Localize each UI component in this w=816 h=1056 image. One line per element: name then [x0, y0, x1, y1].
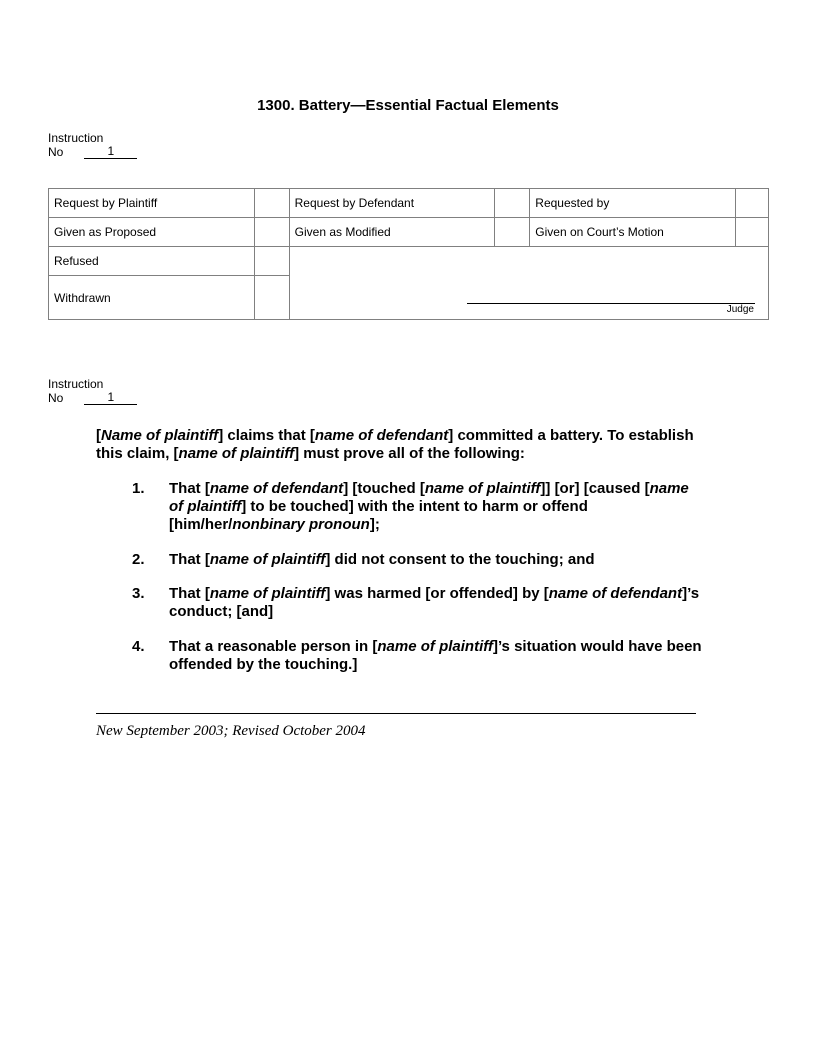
given-as-modified-label: Given as Modified — [289, 218, 495, 247]
request-by-plaintiff-box[interactable] — [254, 189, 289, 218]
request-by-plaintiff-label: Request by Plaintiff — [49, 189, 255, 218]
judge-signature-area — [289, 247, 768, 320]
divider — [96, 713, 696, 714]
request-table — [48, 188, 769, 320]
request-by-defendant-label: Request by Defendant — [289, 189, 495, 218]
item-number: 3. — [132, 585, 145, 602]
placeholder-text: name of plaintiff — [178, 445, 295, 462]
withdrawn-box[interactable] — [254, 276, 289, 320]
requested-by-box[interactable] — [736, 189, 769, 218]
element-item-4: 4. That a reasonable person in [name of plaintiff]’s situation would have been offended by the touching.] — [132, 638, 702, 673]
given-as-modified-box[interactable] — [495, 218, 530, 247]
no-label: No — [48, 145, 64, 159]
given-as-proposed-label: Given as Proposed — [49, 218, 255, 247]
refused-label: Refused — [49, 247, 255, 276]
withdrawn-label: Withdrawn — [49, 276, 255, 320]
instruction-number-block-body — [48, 377, 137, 405]
element-item-3: 3. That [name of plaintiff] was harmed [or offended] by [name of defendant]’s conduct; [and] — [132, 585, 700, 620]
revision-history: New September 2003; Revised October 2004 — [96, 723, 366, 739]
requested-by-label: Requested by — [530, 189, 736, 218]
refused-box[interactable] — [254, 247, 289, 276]
item-number: 1. — [132, 480, 145, 497]
no-label: No — [48, 391, 64, 405]
instruction-label: Instruction — [48, 377, 104, 391]
intro-paragraph: [Name of plaintiff] claims that [name of defendant] committed a battery. To establish this claim, [name of plaintiff] must prove all of the following: — [96, 427, 694, 462]
judge-label: Judge — [726, 304, 754, 315]
instruction-label: Instruction — [48, 131, 104, 145]
given-on-courts-motion-box[interactable] — [736, 218, 769, 247]
element-item-1: 1. That [name of defendant] [touched [name of plaintiff]] [or] [caused [name of plaintiff] to be touched] with the intent to harm or offend [him/her/nonbinary pronoun]; — [132, 480, 689, 533]
judge-signature-line[interactable] — [467, 303, 755, 304]
instruction-number: 1 — [84, 145, 137, 159]
element-item-2: 2. That [name of plaintiff] did not consent to the touching; and — [132, 551, 595, 568]
item-number: 4. — [132, 638, 145, 655]
placeholder-text: Name of plaintiff — [101, 427, 219, 444]
request-by-defendant-box[interactable] — [495, 189, 530, 218]
given-as-proposed-box[interactable] — [254, 218, 289, 247]
given-on-courts-motion-label: Given on Court’s Motion — [530, 218, 736, 247]
item-number: 2. — [132, 551, 145, 568]
placeholder-text: name of defendant — [314, 427, 449, 444]
instruction-number: 1 — [84, 391, 137, 405]
instruction-title: 1300. Battery—Essential Factual Elements — [257, 97, 559, 114]
instruction-number-block-top — [48, 131, 137, 159]
